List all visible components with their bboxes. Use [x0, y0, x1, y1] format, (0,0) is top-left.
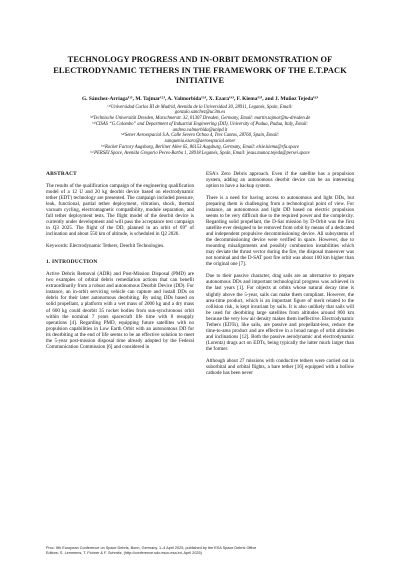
title-line-1: TECHNOLOGY PROGRESS AND IN-ORBIT DEMONSTRATION OF [67, 55, 333, 64]
introduction-paragraph: Active Debris Removal (ADR) and Post-Mission Disposal (PMD) are two examples of orbital debris remediation actions that can benefit extraordinarily from a robust and autonomous Deorbit Device (DD). For instance, an in-orbit servicing vehicle can capture and install DDs on debris for their later autonomous deorbiting. By using DDs based on solid propellant, a platform with a wet mass of 2000 kg and a dry mass of 600 kg could deorbit 35 rocket bodies from sun-synchronous orbit within the nominal 7 years spacecraft life time with 8 resupply operations [4]. Regarding PMD, equipping future satellites with no propulsion capabilities in Low Earth Orbit with an autonomous DD for its deorbiting at the end of life seems to be an effective solution to meet the 5-year post-mission disposal time already adopted by the Federal Communication Commission [6] and considered in [46, 271, 194, 350]
body-paragraph: Due to their passive character, drag sails are an alternative to prepare autonomous DDs and important technological progress was achieved in the last years [1]. For objects at orbits whose natural decay time is slightly above the 5-year, sails can make them compliant. However, the area-time product, which is an important figure of merit related to the collision risk, is kept invariant by sails. It is also unlikely that sails will be used for deorbiting large satellites from altitudes around 800 km because the very low air density makes them ineffective. Electrodynamic Tethers (EDTs), like sails, are passive and propellant-less, reduce the time-to-area product and are effective in a broad range of orbit altitudes and inclinations [12]. Both the passive aerodynamic and electrodynamic (Lorentz) drags act on EDTs, being typically the latter much larger than the former. [206, 273, 354, 352]
proceedings-footer [46, 546, 256, 556]
abstract-text: The results of the qualification campaign of the engineering qualification model of a 12 U and 20 kg deorbit device based on electrodynamic tether (EDT) technology are presented. The campaign included pressure, leak, functional, partial tether deployment, vibration, shock, thermal vacuum cycling, electromagnetic compatibility, module separation, and full tether deployment tests. The flight model of the deorbit device is currently under development and will pass the acceptance test campaign in Q3 2025. The flight of the DD, planned in an orbit of 69° of inclination and about 550 km of altitude, is scheduled in Q2 2026. [46, 182, 194, 238]
title-line-2: ELECTRODYNAMIC TETHERS IN THE FRAMEWORK OF THE E.T.PACK INITIATIVE [53, 65, 347, 85]
keywords: Keywords: Electrodynamic Tethers, Deorbit Technologies. [46, 243, 165, 250]
affiliation-line: ⁽⁵⁾Rocket Factory Augsburg, Berliner Allee 65, 86153 Augsburg, Germany, Email: elsie.kiema@rfa.space [101, 145, 299, 151]
paper-title [46, 55, 354, 87]
body-paragraph: ESA's Zero Debris approach. Even if the satellite has a propulsion system, adding an autonomous deorbit device can be an interesting option to have a backup system. [206, 170, 354, 189]
affiliations [46, 105, 354, 157]
body-paragraph: Although about 27 missions with conductive tethers were carried out in suborbital and orbital flights, a bare tether [16] equipped with a hollow cathode has been never [206, 357, 354, 377]
affiliation-line: gonzalo.sanchez@uc3m.es [174, 110, 226, 116]
affiliation-line: ⁽²⁾Technische Universität Dresden, Marschnerstr. 32, 01307 Dresden, Germany, Email: martin.tajmar@tu-dresden.de [89, 116, 311, 122]
affiliation-line: ⁽⁶⁾PERSEI Space, Avenida Gregorio Peces-Barba 1, 28918 Leganés, Spain, Email: jesus.munoz.tejeda@persei.space [90, 150, 310, 156]
footer-line: Editors: S. Lemmens, T. Flohrer & F. Schmitz, (http://conference.sdo.esoc.esa.int, April 2025) [46, 550, 202, 555]
body-paragraph: There is a need for having access to autonomous and light DDs, but preparing them is challenging from a technological point of view. For instance, an autonomous and light DD based on electric propulsion seems to be very difficult due to the required power and the complexity. Regarding solid propellant, the D-Sat mission by D-Orbit was the first satellite ever designed to be removed from orbit by means of a dedicated and independent propulsive decommissioning device. All subsystems of the decommissioning device were verified in space. However, due to mounting misalignments and possibly combustion instabilities which may deviate the thrust vector during the fire, the disposal maneuver was not nominal and the D-SAT post fire orbit was about 100 km higher than the original one [7]. [206, 194, 354, 268]
affiliation-line: andrea.valmorbida@unipd.it [172, 127, 228, 133]
two-column-body [46, 171, 354, 378]
introduction-heading: 1. INTRODUCTION [46, 259, 98, 266]
affiliation-line: ⁽⁴⁾Sener Aeroespacial S.A. Calle Severo Ochoa 4, Tres Cantos, 28760, Spain, Email: [120, 133, 280, 139]
right-column [206, 171, 354, 378]
affiliation-line: xanquenia.ezara@aeroespacial.sener [164, 139, 236, 145]
affiliation-line: ⁽¹⁾Universidad Carlos III de Madrid, Avenida de la Universidad 30, 28911, Leganés, Spain, Email: [107, 104, 293, 110]
author-list: G. Sánchez-Arriaga⁽¹⁾, M. Tajmar⁽²⁾, A. Valmorbida⁽³⁾, X. Ezara⁽⁴⁾, F. Kiema⁽⁵⁾, and J. Muñoz Tejeda⁽⁶⁾ [81, 95, 318, 102]
footer-line: Proc. 9th European Conference on Space Debris, Bonn, Germany, 1–4 April 2025, published by the ESA Space Debris Office [46, 546, 257, 550]
abstract-heading: ABSTRACT [46, 170, 77, 177]
left-column [46, 171, 194, 378]
affiliation-line: ⁽³⁾CISAS “G.Colombo” and Department of Industrial Engineering (DII), University of Padua, Padua, Italy, Email: [92, 121, 308, 127]
